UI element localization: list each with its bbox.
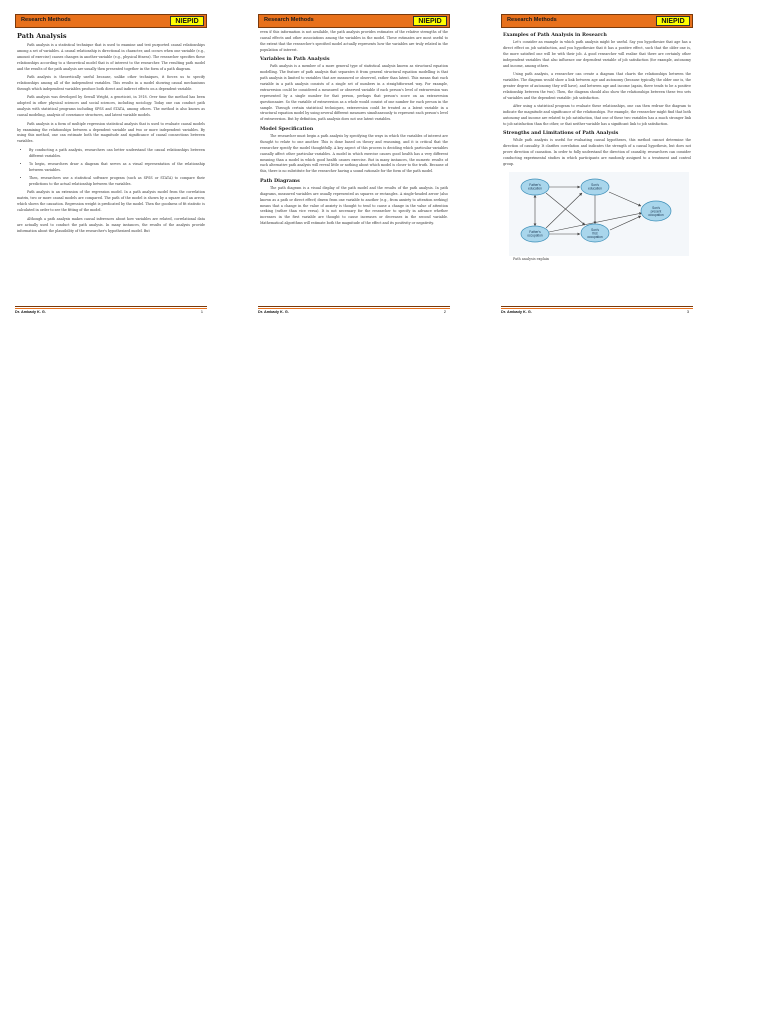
footer-author: Dr. Ambady K. G. <box>15 310 46 314</box>
figure-caption: Path analysis explain <box>513 257 550 261</box>
node-label: Son's first occupation <box>587 228 603 240</box>
page-body <box>17 30 205 305</box>
niepid-logo: NIEPID <box>656 16 690 26</box>
page-body <box>260 30 448 305</box>
page-header <box>501 14 693 28</box>
section-heading: Examples of Path Analysis in Research <box>503 32 607 38</box>
paragraph: The path diagram is a visual display of the path model and the results of the path analysis. In path diagrams, measured variables are usually represented as squares or rectangles. A single-headed arrow (also known as a path or direct effect) drawn from one variable to another (e.g., from anxiety to attention seeking) means that a change in the value of anxiety is thought to tend to cause a change in the value of attention seeking (rather than vice versa). It is not necessary for the researcher to specify in advance whether increases in the first variable are thought to cause increases or decreases in the second variable. Mathematical algorithms will estimate both the magnitude of the effect and its positivity or negativity. <box>260 185 448 226</box>
bullet-item: • By conducting a path analysis, researchers can better understand the causal relationships between different variables. <box>29 148 205 160</box>
section-heading: Variables in Path Analysis <box>260 56 330 63</box>
section-heading: Path Diagrams <box>260 177 300 184</box>
niepid-logo: NIEPID <box>170 16 204 26</box>
bullet-item: • Then, researchers use a statistical software program (such as SPSS or STATA) to compare their predictions to the actual relationship between the variables. <box>29 176 205 188</box>
page-1 <box>15 14 207 316</box>
page-body <box>503 30 691 305</box>
paragraph: Let's consider an example in which path analysis might be useful. Say you hypothesize that age has a direct effect on job satisfaction, and you hypothesize that it has a positive effect, such that the older one is, the more satisfied one will be with their job. A good researcher will realize that there are certainly other independent variables that also influence our dependent variable of job satisfaction (for example, autonomy and income, among others. <box>503 40 691 68</box>
header-title: Research Methods <box>507 17 557 23</box>
node-label: Son's present occupation <box>648 206 664 218</box>
page-3 <box>501 14 693 316</box>
page-2 <box>258 14 450 316</box>
bullet-list <box>17 148 205 188</box>
paragraph: Path analysis is theoretically useful because, unlike other techniques, it forces us to specify relationships among all of the independent variables. This results in a model showing causal mechanisms through which independent variables produce both direct and indirect effects on a dependent variable. <box>17 75 205 91</box>
bullet-item: • To begin, researchers draw a diagram that serves as a visual representation of the relationship between variables. <box>29 162 205 174</box>
paragraph: Although a path analysis makes causal inferences about how variables are related, correlational data are actually used to conduct the path analysis. In many instances, the results of the analysis provide information about the plausibility of the researcher's hypothesized model. But <box>17 216 205 233</box>
page-footer <box>501 306 693 316</box>
header-title: Research Methods <box>21 17 71 23</box>
footer-rule <box>501 306 693 307</box>
footer-rule <box>15 308 207 309</box>
node-label: Son's education <box>588 183 602 191</box>
paragraph: After using a statistical program to evaluate these relationships, one can then redraw the diagram to indicate the magnitude and significance of the relationships. For example, the researcher might find that both autonomy and income are related to job satisfaction, that one of these two variables has a much stronger link to job satisfaction than the other, or that neither variable has a significant link to job satisfaction. <box>503 104 691 126</box>
page-heading: Path Analysis <box>17 32 67 40</box>
path-diagram <box>509 172 689 256</box>
section-heading: Model Specification <box>260 125 314 132</box>
paragraph: The researcher must begin a path analysis by specifying the ways in which the variables of interest are thought to relate to one another. This is done based on theory and reasoning, and it is critical that the researcher specify the model thoughtfully. A key aspect of this process is deciding which particular variables causally affect other particular variables. A model in which exercise causes good health has a very different meaning than a model in which good health causes exercise. But in many instances, the numeric results of each alternative path analysis will reveal little or nothing about which model is closer to the truth. Because of this, there is no substitute for the researcher having a sound rationale for the form of the path model. <box>260 133 448 174</box>
page-number: 2 <box>443 310 446 314</box>
section-heading: Strengths and Limitations of Path Analysis <box>503 130 619 137</box>
node-label: Father's education <box>528 183 542 191</box>
paragraph: Path analysis is a form of multiple regression statistical analysis that is used to evaluate causal models by examining the relationships between a dependent variable and two or more independent variables. By using this method, one can estimate both the magnitude and significance of causal connections between variables. <box>17 121 205 144</box>
page-header <box>258 14 450 28</box>
footer-author: Dr. Ambady K. G. <box>501 310 532 314</box>
path-diagram-svg <box>509 172 689 256</box>
node-label: Father's occupation <box>527 230 543 238</box>
paragraph: even if this information is not available, the path analysis provides estimates of the relative strengths of the causal effects and other associations among the variables in the model. These estimates are most useful to the extent that the researcher's specified model actually represents how the variables are truly related in the population of interest. <box>260 30 448 52</box>
niepid-logo: NIEPID <box>413 16 447 26</box>
page-number: 3 <box>686 310 689 314</box>
footer-rule <box>258 308 450 309</box>
header-title: Research Methods <box>264 17 314 23</box>
page-footer <box>15 306 207 316</box>
page-footer <box>258 306 450 316</box>
footer-rule <box>258 306 450 307</box>
paragraph: Using path analysis, a researcher can create a diagram that charts the relationships between the variables. The diagram would show a link between age and autonomy (because typically the older one is, the greater degree of autonomy they will have), and between age and income (again, there tends to be a positive relationship between the two). Then, the diagram should also show the relationships between these two sets of variables and the dependent variable: job satisfaction. <box>503 72 691 100</box>
page-number: 1 <box>200 310 203 314</box>
footer-rule <box>501 308 693 309</box>
paragraph: Path analysis is a statistical technique that is used to examine and test purported causal relationships among a set of variables. A causal relationship is directional in character, and occurs when one variable (e.g., amount of exercise) causes changes in another variable (e.g., physical fitness). The researcher specifies these relationships according to a theoretical model that is of interest to the researcher. The resulting path model and the results of the path analysis are usually then presented together in the form of a path diagram. <box>17 43 205 71</box>
footer-rule <box>15 306 207 307</box>
paragraph: Path analysis is an extension of the regression model. In a path analysis model from the correlation matrix, two or more causal models are compared. The path of the model is shown by a square and an arrow, which shows the causation. Regression weight is predicated by the model. Then the goodness of fit statistic is calculated in order to see the fitting of the model. <box>17 190 205 213</box>
paragraph: While path analysis is useful for evaluating causal hypotheses, this method cannot determine the direction of causality. It clarifies correlation and indicates the strength of a causal hypothesis, but does not prove direction of causation. In order to fully understand the direction of causality, researchers can consider conducting experimental studies in which participants are randomly assigned to a treatment and control group. <box>503 138 691 167</box>
page-header <box>15 14 207 28</box>
paragraph: Path analysis was developed by Sewall Wright, a geneticist, in 1918. Over time the method has been adopted in other physical sciences and social sciences, including sociology. Today one can conduct path analysis with statistical programs including SPSS and STATA, among others. The method is also known as causal modeling, analysis of covariance structures, and latent variable models. <box>17 95 205 118</box>
paragraph: Path analysis is a member of a more general type of statistical analysis known as structural equation modelling. The feature of path analysis that separates it from general structural equation modelling is that path analysis is limited to variables that are measured or observed, rather than latent. This means that each variable in a path analysis consists of a single set of numbers in a straightforward way. For example, extraversion could be considered a measured or observed variable if each person's level of extraversion was represented by a single number for that person, perhaps that person's score on an extraversion questionnaire. So the variable of extraversion as a whole would consist of one number for each person in the sample. Through certain statistical techniques, extraversion could be treated as a latent variable in a structural equation model by using several different measures simultaneously to represent each person's level of extraversion. But by definition, path analysis does not use latent variables. <box>260 64 448 122</box>
footer-author: Dr. Ambady K. G. <box>258 310 289 314</box>
